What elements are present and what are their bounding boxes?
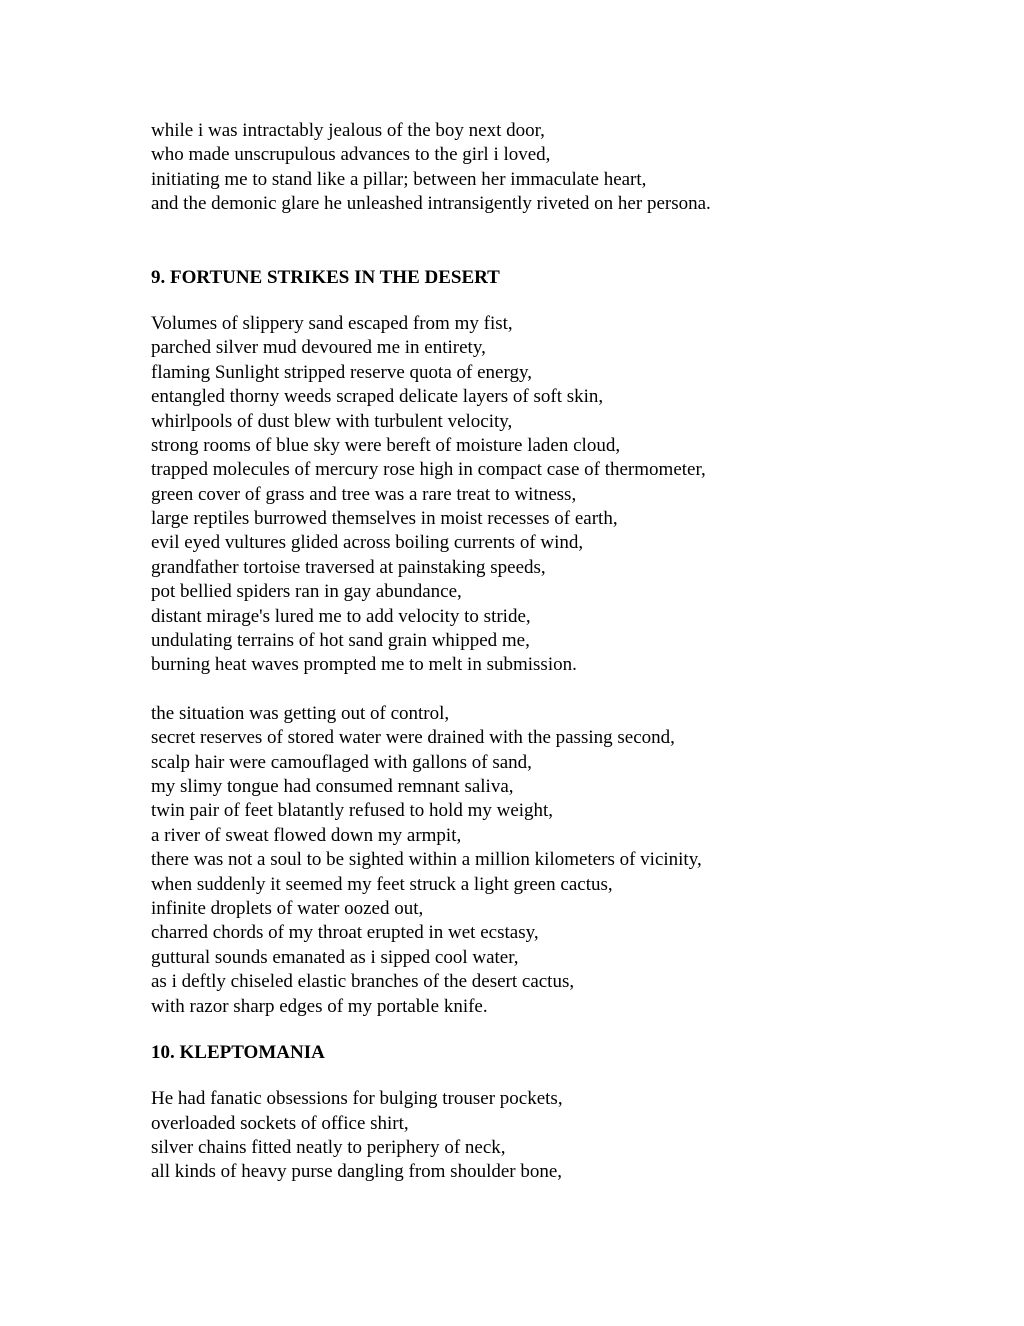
- poem-line: initiating me to stand like a pillar; between her immaculate heart,: [151, 168, 647, 190]
- poem-line: who made unscrupulous advances to the girl i loved,: [151, 144, 551, 166]
- poem-line: and the demonic glare he unleashed intransigently riveted on her persona.: [151, 193, 711, 215]
- poem-line: pot bellied spiders ran in gay abundance,: [151, 581, 462, 603]
- poem-line: my slimy tongue had consumed remnant saliva,: [151, 775, 514, 797]
- poem-line: when suddenly it seemed my feet struck a light green cactus,: [151, 873, 613, 895]
- poem-9-stanza-1: [151, 312, 951, 678]
- poem-line: distant mirage's lured me to add velocity to stride,: [151, 605, 531, 627]
- poem-line: entangled thorny weeds scraped delicate layers of soft skin,: [151, 386, 604, 408]
- poem-10-title: 10. KLEPTOMANIA: [151, 1041, 325, 1063]
- poem-line: grandfather tortoise traversed at painstaking speeds,: [151, 556, 546, 578]
- poem-line: the situation was getting out of control,: [151, 702, 450, 724]
- poem-line: charred chords of my throat erupted in wet ecstasy,: [151, 922, 539, 944]
- poem-line: whirlpools of dust blew with turbulent velocity,: [151, 410, 513, 432]
- page-content: [151, 119, 951, 1185]
- poem-line: infinite droplets of water oozed out,: [151, 897, 424, 919]
- poem-line: there was not a soul to be sighted within a million kilometers of vicinity,: [151, 849, 702, 871]
- poem-line: evil eyed vultures glided across boiling currents of wind,: [151, 532, 584, 554]
- poem-9-title: 9. FORTUNE STRIKES IN THE DESERT: [151, 266, 500, 288]
- poem-line: strong rooms of blue sky were bereft of moisture laden cloud,: [151, 434, 621, 456]
- poem-line: twin pair of feet blatantly refused to hold my weight,: [151, 800, 554, 822]
- poem-line: guttural sounds emanated as i sipped cool water,: [151, 946, 519, 968]
- poem-line: with razor sharp edges of my portable knife.: [151, 995, 488, 1017]
- poem-line: burning heat waves prompted me to melt in submission.: [151, 654, 577, 676]
- poem-line: as i deftly chiseled elastic branches of the desert cactus,: [151, 971, 575, 993]
- poem-line: all kinds of heavy purse dangling from shoulder bone,: [151, 1161, 563, 1183]
- poem-line: silver chains fitted neatly to periphery of neck,: [151, 1137, 506, 1159]
- poem-line: scalp hair were camouflaged with gallons of sand,: [151, 751, 532, 773]
- poem-line: while i was intractably jealous of the boy next door,: [151, 120, 545, 141]
- poem-10-stanza-1: [151, 1087, 951, 1185]
- poem-line: Volumes of slippery sand escaped from my fist,: [151, 312, 513, 334]
- poem-line: green cover of grass and tree was a rare treat to witness,: [151, 483, 577, 505]
- poem-line: undulating terrains of hot sand grain whipped me,: [151, 630, 530, 652]
- poem-9-stanza-2: [151, 702, 951, 1019]
- poem-line: overloaded sockets of office shirt,: [151, 1112, 409, 1134]
- stanza-intro: [151, 119, 951, 217]
- poem-line: He had fanatic obsessions for bulging trouser pockets,: [151, 1088, 563, 1110]
- poem-line: trapped molecules of mercury rose high in compact case of thermometer,: [151, 459, 706, 481]
- poem-line: a river of sweat flowed down my armpit,: [151, 824, 462, 846]
- poem-line: large reptiles burrowed themselves in moist recesses of earth,: [151, 508, 618, 530]
- poem-line: parched silver mud devoured me in entirety,: [151, 337, 486, 359]
- poem-line: flaming Sunlight stripped reserve quota of energy,: [151, 361, 532, 383]
- poem-line: secret reserves of stored water were drained with the passing second,: [151, 727, 675, 749]
